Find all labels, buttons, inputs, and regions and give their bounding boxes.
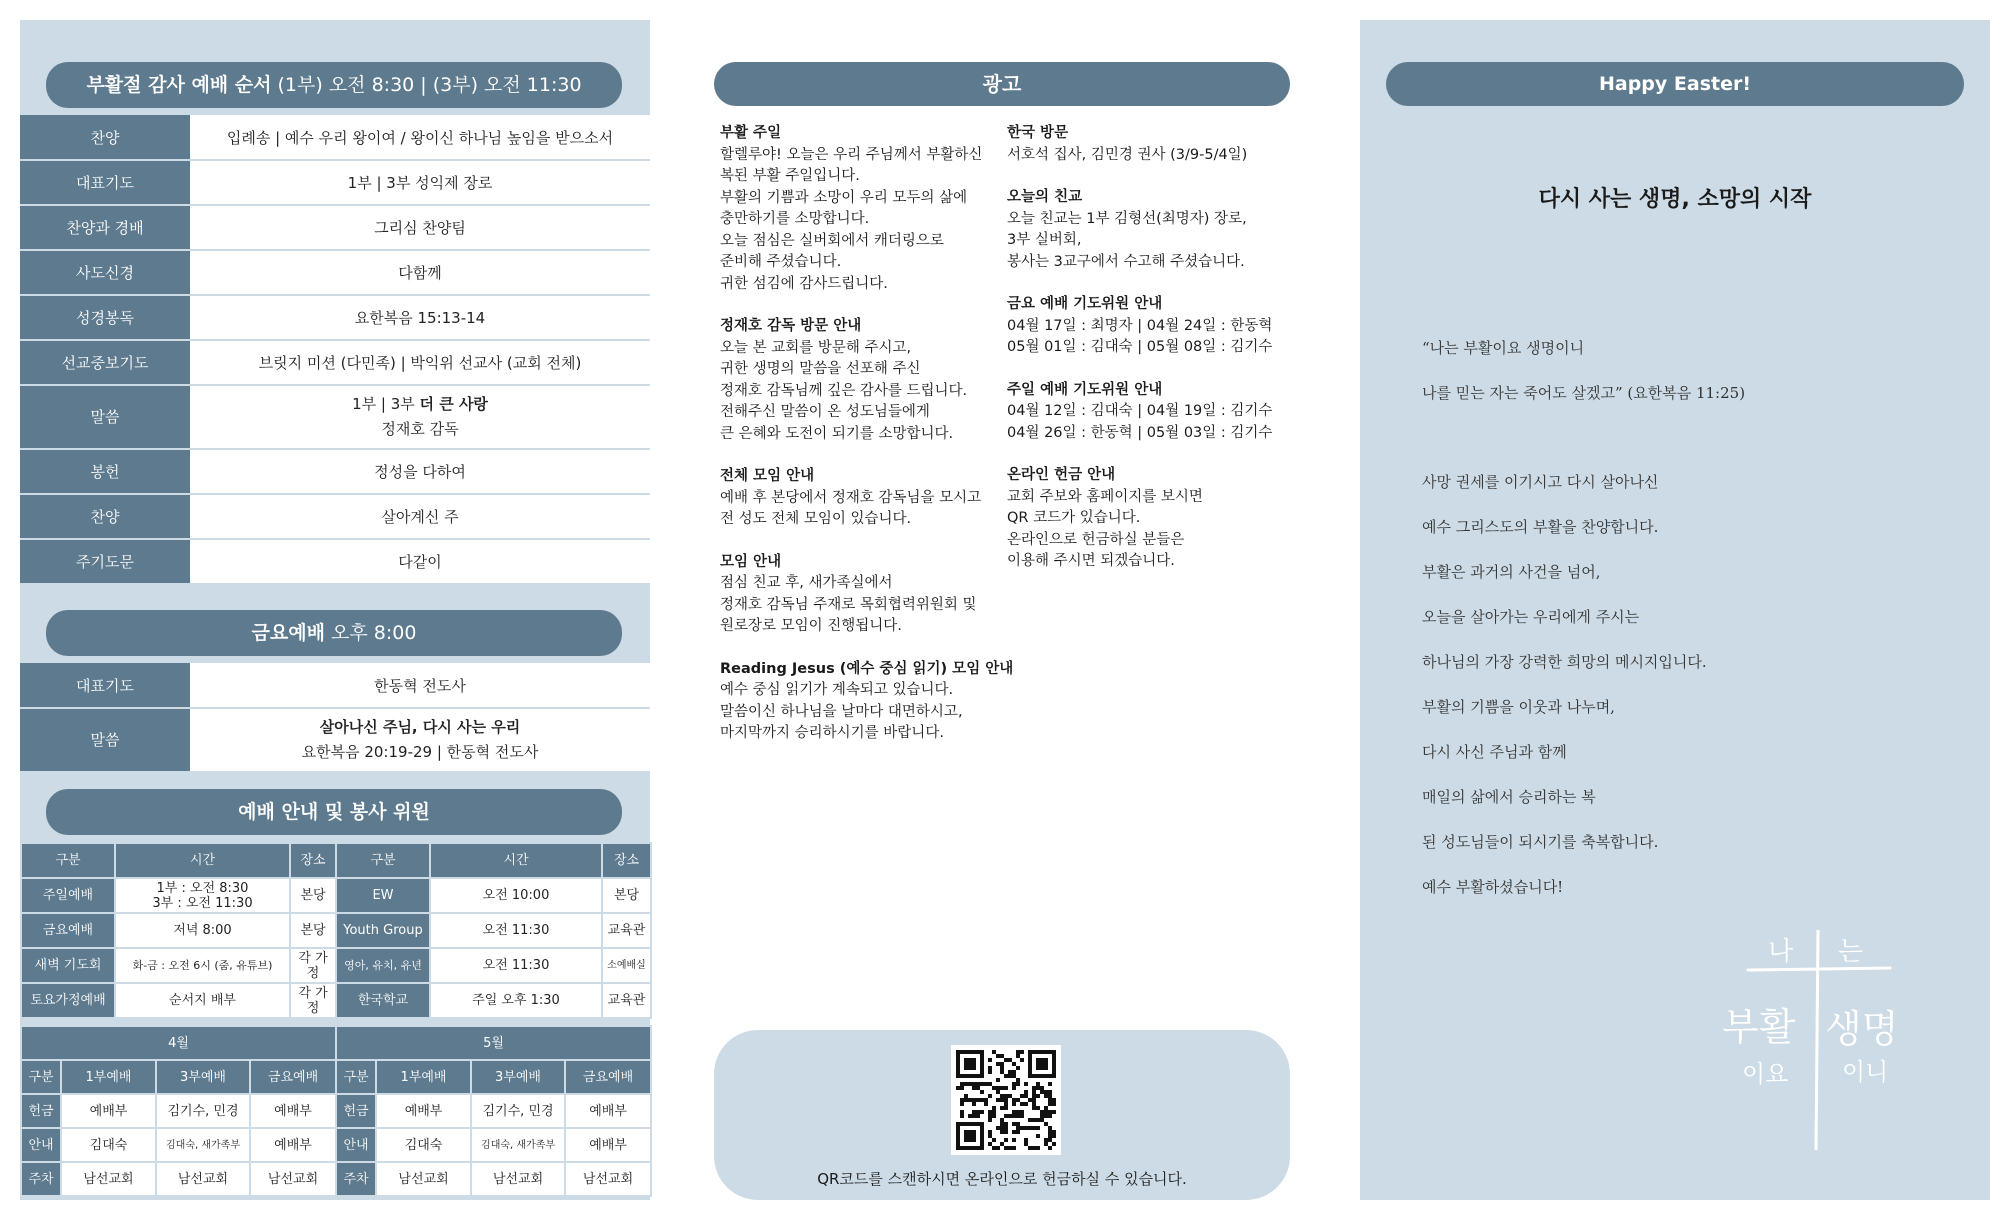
guide-cell: 본당	[290, 878, 336, 913]
service-title: 부활절 감사 예배 순서	[86, 74, 272, 96]
logo-text: 이니	[1842, 1058, 1889, 1086]
message-line: 사망 권세를 이기시고 다시 살아나신	[1422, 473, 1659, 491]
order-label: 성경봉독	[20, 295, 190, 340]
guide-cell: 새벽 기도회	[21, 948, 115, 983]
duty-table	[20, 1025, 652, 1197]
announcement-line: 예수 중심 읽기가 계속되고 있습니다.	[720, 682, 954, 698]
guide-header: 구분	[21, 843, 115, 878]
duty-header: 금요예배	[565, 1060, 651, 1094]
message-line: 예수 그리스도의 부활을 찬양합니다.	[1422, 518, 1659, 536]
verse-line: 나를 믿는 자는 죽어도 살겠고” (요한복음 11:25)	[1422, 384, 1746, 402]
announcement-block	[720, 466, 1013, 531]
message-line: 예수 부활하셨습니다!	[1422, 878, 1564, 896]
scripture-verse	[1422, 326, 1745, 416]
duty-header: 구분	[336, 1060, 376, 1094]
message-line: 부활은 과거의 사건을 넘어,	[1422, 563, 1601, 581]
duty-cell: 주차	[336, 1162, 376, 1196]
announcement-line: 할렐루야! 오늘은 우리 주님께서 부활하신	[720, 146, 983, 163]
duty-header: 3부예배	[156, 1060, 250, 1094]
order-label: 찬양과 경배	[20, 205, 190, 250]
guide-cell: EW	[336, 878, 430, 913]
announcement-block	[1007, 380, 1272, 445]
announcement-block	[720, 123, 1013, 295]
announcement-line: 마지막까지 승리하시기를 바랍니다.	[720, 725, 944, 741]
service-order-table	[20, 115, 650, 585]
left-panel	[20, 20, 650, 1200]
duty-cell: 김대숙	[61, 1128, 156, 1162]
guide-cell: 교육관	[602, 913, 651, 948]
announcement-line: 04월 26일 : 한동혁 | 05월 03일 : 김기수	[1007, 424, 1273, 441]
guide-cell: 화-금 : 오전 6시 (줌, 유튜브)	[115, 948, 290, 983]
announcement-line: 이용해 주시면 되겠습니다.	[1007, 553, 1175, 569]
guide-cell: 순서지 배부	[115, 983, 290, 1018]
announcement-line: 오늘 본 교회를 방문해 주시고,	[720, 339, 912, 356]
message-line: 매일의 삶에서 승리하는 복	[1422, 788, 1596, 806]
order-label: 찬양	[20, 115, 190, 160]
guide-header: 시간	[430, 843, 602, 878]
announcement-heading: Reading Jesus (예수 중심 읽기) 모임 안내	[720, 660, 1014, 677]
guide-cell: 영아, 유치, 유년	[336, 948, 430, 983]
announcement-block	[1007, 294, 1272, 359]
duty-cell: 예배부	[376, 1094, 471, 1128]
duty-cell: 김대숙	[376, 1128, 471, 1162]
announcement-line: 귀한 섬김에 감사드립니다.	[720, 275, 888, 292]
order-value: 그리심 찬양팀	[190, 205, 650, 250]
announcement-block	[720, 659, 1013, 745]
announcement-line: 점심 친교 후, 새가족실에서	[720, 575, 893, 591]
announcement-heading: 한국 방문	[1007, 125, 1069, 141]
table-row	[21, 878, 651, 913]
month-april: 4월	[21, 1026, 336, 1060]
announcement-line: 말씀이신 하나님을 날마다 대면하시고,	[720, 703, 963, 720]
duty-header: 1부예배	[376, 1060, 471, 1094]
table-row	[21, 983, 651, 1018]
cross-logo	[1720, 930, 1930, 1150]
guide-title-banner	[46, 789, 622, 835]
guide-title: 예배 안내 및 봉사 위원	[238, 801, 430, 823]
guide-cell: 본당	[290, 913, 336, 948]
guide-cell: 오전 11:30	[430, 948, 602, 983]
announcement-line: 봉사는 3교구에서 수고해 주셨습니다.	[1007, 253, 1245, 270]
friday-label: 말씀	[20, 708, 190, 772]
announcements-title: 광고	[982, 72, 1022, 96]
duty-cell: 헌금	[21, 1094, 61, 1128]
announcements-column-2	[1007, 123, 1272, 594]
order-label: 말씀	[20, 385, 190, 449]
easter-title: 다시 사는 생명, 소망의 시작	[1538, 187, 1812, 212]
announcement-heading: 부활 주일	[720, 125, 782, 141]
happy-easter-banner	[1386, 62, 1964, 106]
easter-panel	[1360, 20, 1990, 1200]
duty-cell: 남선교회	[471, 1162, 565, 1196]
logo-text: 생명	[1825, 1007, 1899, 1051]
qr-caption: QR코드를 스캔하시면 온라인으로 헌금하실 수 있습니다.	[817, 1170, 1187, 1188]
easter-message	[1422, 460, 1707, 910]
order-label: 찬양	[20, 494, 190, 539]
announcement-block	[720, 316, 1013, 445]
duty-header: 1부예배	[61, 1060, 156, 1094]
message-line: 오늘을 살아가는 우리에게 주시는	[1422, 608, 1640, 626]
month-row	[21, 1026, 651, 1060]
announcement-heading: 주일 예배 기도위원 안내	[1007, 381, 1163, 398]
order-value: 입례송 | 예수 우리 왕이여 / 왕이신 하나님 높임을 받으소서	[190, 115, 650, 160]
guide-time-line: 3부 : 오전 11:30	[152, 895, 253, 911]
announcement-line: 교회 주보와 홈페이지를 보시면	[1007, 488, 1203, 505]
table-row	[21, 913, 651, 948]
sermon-preacher: 정재호 감독	[381, 420, 459, 438]
verse-line: “나는 부활이요 생명이니	[1422, 339, 1585, 357]
guide-cell: 저녁 8:00	[115, 913, 290, 948]
duty-cell: 예배부	[565, 1094, 651, 1128]
order-label: 봉헌	[20, 449, 190, 494]
guide-cell: 주일 오후 1:30	[430, 983, 602, 1018]
announcement-line: 전 성도 전체 모임이 있습니다.	[720, 511, 912, 527]
service-time: (1부) 오전 8:30 | (3부) 오전 11:30	[271, 74, 582, 96]
duty-cell: 안내	[336, 1128, 376, 1162]
sermon-service: 1부 | 3부	[352, 395, 420, 413]
guide-cell: 각 가정	[290, 983, 336, 1018]
friday-time: 오후 8:00	[324, 622, 417, 644]
order-label: 주기도문	[20, 539, 190, 584]
friday-sermon-title: 살아나신 주님, 다시 사는 우리	[319, 718, 521, 736]
duty-cell: 김기수, 민경	[156, 1094, 250, 1128]
duty-cell: 헌금	[336, 1094, 376, 1128]
guide-header: 구분	[336, 843, 430, 878]
duty-cell: 남선교회	[156, 1162, 250, 1196]
order-value: 브릿지 미션 (다민족) | 박익위 선교사 (교회 전체)	[190, 340, 650, 385]
order-value: 정성을 다하여	[190, 449, 650, 494]
announcement-block	[1007, 187, 1272, 273]
announcements-title-banner	[714, 62, 1290, 106]
sermon-cell	[190, 385, 650, 449]
service-title-banner	[46, 62, 622, 108]
month-may: 5월	[336, 1026, 651, 1060]
guide-cell: 교육관	[602, 983, 651, 1018]
announcements-column-1	[720, 123, 1013, 766]
duty-cell: 예배부	[61, 1094, 156, 1128]
guide-cell: 각 가정	[290, 948, 336, 983]
announcement-line: 전해주신 말씀이 온 성도님들에게	[720, 404, 930, 420]
guide-cell: 오전 10:00	[430, 878, 602, 913]
order-value: 다함께	[190, 250, 650, 295]
announcement-line: 04월 17일 : 최명자 | 04월 24일 : 한동혁	[1007, 317, 1273, 334]
order-value: 요한복음 15:13-14	[190, 295, 650, 340]
friday-value: 한동혁 전도사	[190, 663, 650, 708]
guide-header: 장소	[290, 843, 336, 878]
announcement-line: 큰 은혜와 도전이 되기를 소망합니다.	[720, 425, 954, 442]
duty-cell: 예배부	[565, 1128, 651, 1162]
announcement-line: 충만하기를 소망합니다.	[720, 211, 870, 227]
qr-section	[714, 1030, 1290, 1200]
announcement-line: 서호석 집사, 김민경 권사 (3/9-5/4일)	[1007, 146, 1248, 163]
table-row	[21, 948, 651, 983]
duty-header: 구분	[21, 1060, 61, 1094]
announcement-line: 04월 12일 : 김대숙 | 04월 19일 : 김기수	[1007, 403, 1273, 419]
duty-cell: 김대숙, 새가족부	[156, 1128, 250, 1162]
announcement-line: 오늘 점심은 실버회에서 캐더링으로	[720, 232, 944, 249]
announcement-line: 복된 부활 주일입니다.	[720, 168, 860, 184]
table-row	[21, 1094, 651, 1128]
duty-cell: 남선교회	[250, 1162, 336, 1196]
announcement-heading: 전체 모임 안내	[720, 468, 815, 484]
sermon-title: 더 큰 사랑	[419, 395, 488, 413]
friday-sermon-ref: 요한복음 20:19-29 | 한동혁 전도사	[301, 743, 539, 761]
friday-table	[20, 663, 650, 773]
announcement-line: 귀한 생명의 말씀을 선포해 주신	[720, 361, 921, 377]
duty-header: 금요예배	[250, 1060, 336, 1094]
duty-cell: 예배부	[250, 1128, 336, 1162]
duty-cell: 주차	[21, 1162, 61, 1196]
guide-header-row	[21, 843, 651, 878]
announcement-block	[720, 552, 1013, 638]
guide-cell: 주일예배	[21, 878, 115, 913]
logo-text: 부활	[1722, 1005, 1796, 1049]
message-line: 부활의 기쁨을 이웃과 나누며,	[1422, 698, 1615, 716]
announcement-line: 부활의 기쁨과 소망이 우리 모두의 삶에	[720, 189, 968, 206]
order-value: 1부 | 3부 성익제 장로	[190, 160, 650, 205]
duty-cell: 김대숙, 새가족부	[471, 1128, 565, 1162]
announcement-heading: 금요 예배 기도위원 안내	[1007, 296, 1163, 312]
guide-cell: 오전 11:30	[430, 913, 602, 948]
qr-code[interactable]	[951, 1045, 1061, 1155]
guide-cell	[115, 878, 290, 913]
announcement-heading: 오늘의 친교	[1007, 189, 1083, 205]
duty-header-row	[21, 1060, 651, 1094]
table-row	[21, 1128, 651, 1162]
table-row	[21, 1162, 651, 1196]
order-label: 선교중보기도	[20, 340, 190, 385]
logo-text: 는	[1838, 937, 1864, 967]
announcements-panel	[714, 20, 1290, 1200]
announcement-line: 3부 실버회,	[1007, 232, 1082, 248]
guide-time-line: 1부 : 오전 8:30	[156, 880, 249, 896]
guide-cell: 한국학교	[336, 983, 430, 1018]
duty-cell: 김기수, 민경	[471, 1094, 565, 1128]
announcement-line: 오늘 친교는 1부 김형선(최명자) 장로,	[1007, 210, 1247, 227]
announcement-block	[1007, 123, 1272, 166]
announcement-line: 온라인으로 헌금하실 분들은	[1007, 531, 1185, 548]
logo-text: 이요	[1742, 1060, 1789, 1088]
duty-cell: 예배부	[250, 1094, 336, 1128]
order-value: 다같이	[190, 539, 650, 584]
message-line: 된 성도님들이 되시기를 축복합니다.	[1422, 833, 1659, 851]
service-guide-table	[20, 842, 652, 1019]
duty-cell: 남선교회	[376, 1162, 471, 1196]
order-label: 대표기도	[20, 160, 190, 205]
friday-label: 대표기도	[20, 663, 190, 708]
announcement-line: 예배 후 본당에서 정재호 감독님을 모시고	[720, 489, 982, 506]
announcement-line: 정재호 감독님께 깊은 감사를 드립니다.	[720, 382, 968, 399]
announcement-line: 정재호 감독님 주재로 목회협력위원회 및	[720, 596, 977, 613]
logo-text: 나	[1768, 937, 1794, 967]
announcement-heading: 정재호 감독 방문 안내	[720, 318, 862, 334]
order-value: 살아계신 주	[190, 494, 650, 539]
guide-header: 시간	[115, 843, 290, 878]
guide-cell: 본당	[602, 878, 651, 913]
guide-cell: 소예배실	[602, 948, 651, 983]
happy-easter-text: Happy Easter!	[1598, 73, 1752, 95]
announcement-line: QR 코드가 있습니다.	[1007, 510, 1141, 526]
message-line: 하나님의 가장 강력한 희망의 메시지입니다.	[1422, 653, 1707, 671]
friday-sermon-cell	[190, 708, 650, 772]
friday-title: 금요예배	[251, 622, 325, 644]
message-line: 다시 사신 주님과 함께	[1422, 743, 1567, 761]
guide-header: 장소	[602, 843, 651, 878]
announcement-heading: 모임 안내	[720, 553, 782, 570]
announcement-heading: 온라인 헌금 안내	[1007, 467, 1116, 483]
duty-header: 3부예배	[471, 1060, 565, 1094]
duty-cell: 남선교회	[61, 1162, 156, 1196]
announcement-line: 05월 01일 : 김대숙 | 05월 08일 : 김기수	[1007, 339, 1273, 355]
guide-cell: Youth Group	[336, 913, 430, 948]
announcement-block	[1007, 465, 1272, 573]
announcement-line: 원로장로 모임이 진행됩니다.	[720, 618, 902, 634]
guide-cell: 토요가정예배	[21, 983, 115, 1018]
announcement-line: 준비해 주셨습니다.	[720, 254, 842, 270]
friday-title-banner	[46, 610, 622, 656]
duty-cell: 남선교회	[565, 1162, 651, 1196]
guide-cell: 금요예배	[21, 913, 115, 948]
duty-cell: 안내	[21, 1128, 61, 1162]
order-label: 사도신경	[20, 250, 190, 295]
